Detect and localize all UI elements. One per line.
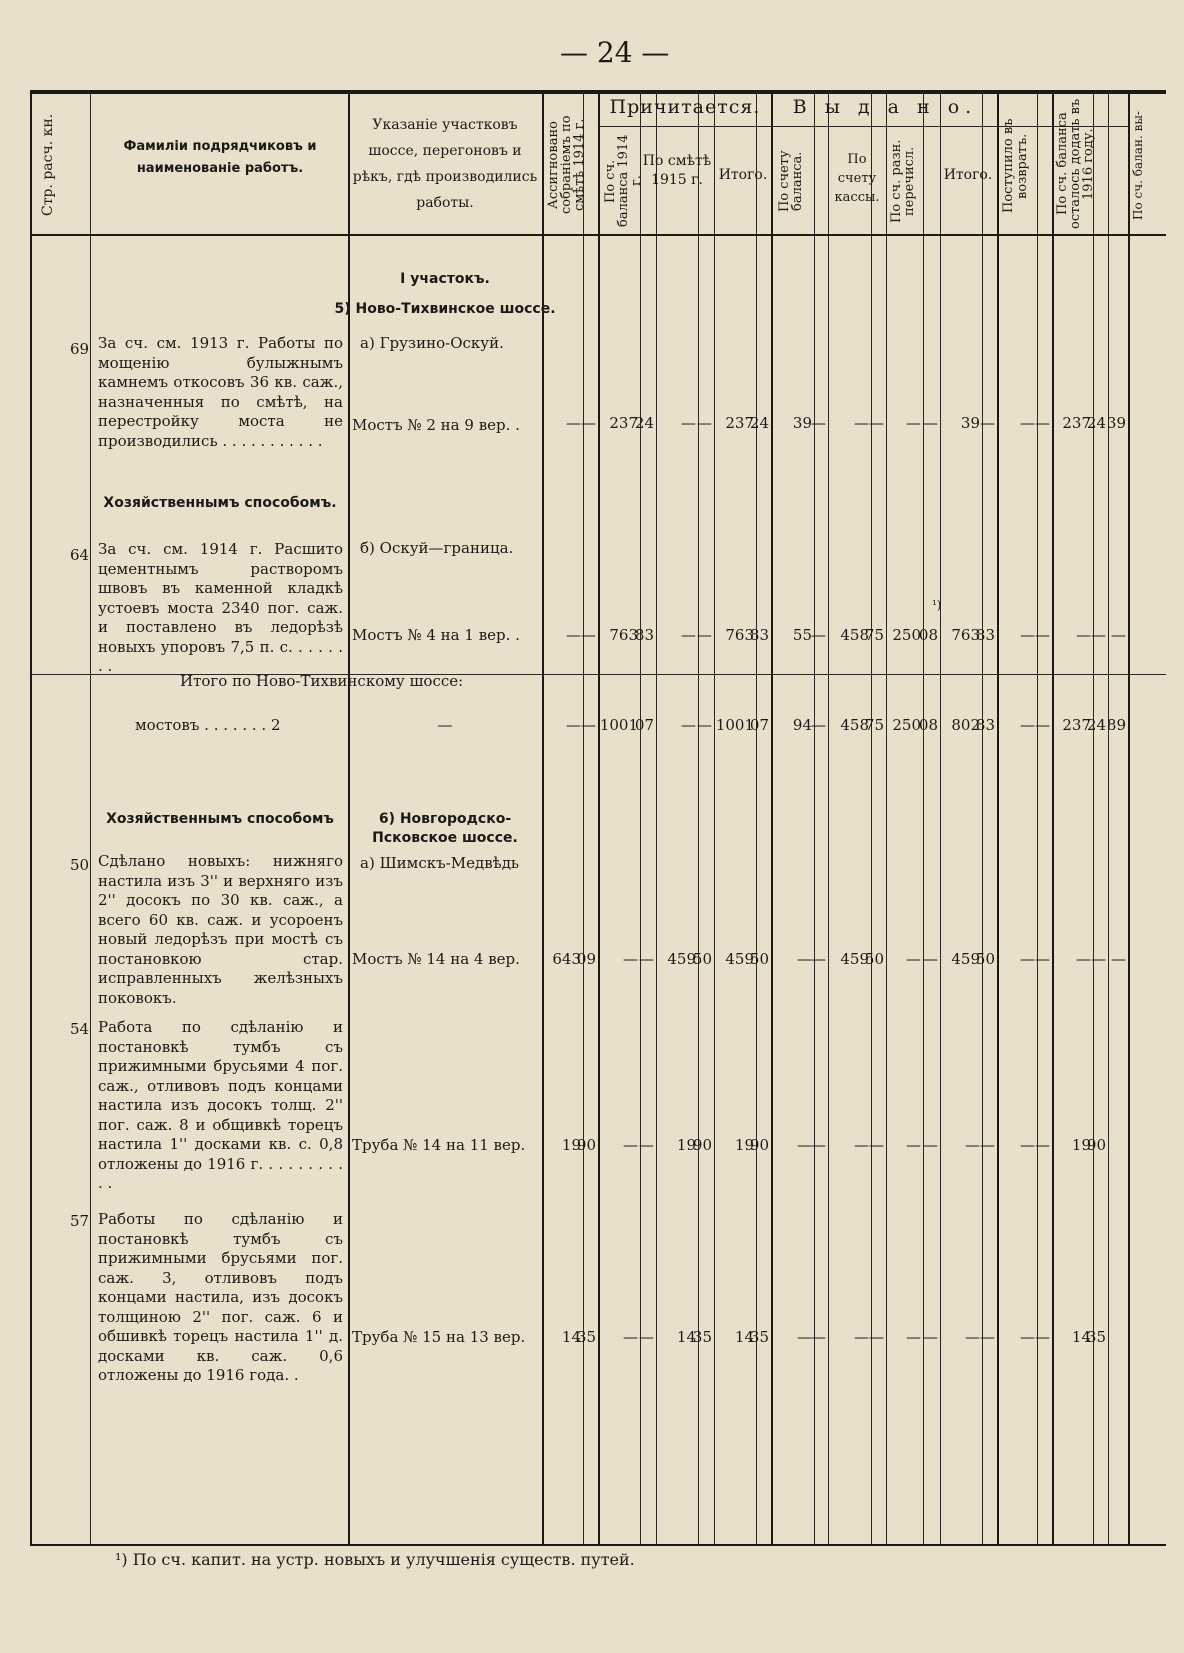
row-3-cell-6: — bbox=[697, 716, 712, 734]
section-1-title: I участокъ. bbox=[400, 271, 490, 287]
row-4-cell-7: 459 bbox=[725, 950, 754, 968]
row-4-cell-6: 50 bbox=[692, 950, 712, 968]
row-4-cell-5: 459 bbox=[667, 950, 696, 968]
row-4-cell-16: 50 bbox=[975, 950, 995, 968]
row-5-cell-16: — bbox=[980, 1136, 995, 1154]
row-6-cell-10: — bbox=[811, 1328, 826, 1346]
header-col-returned: Поступило въ возвратъ. bbox=[1001, 118, 1030, 214]
header-col-paid-other: По сч. разн. перечисл. bbox=[889, 139, 917, 223]
row-3-site: — bbox=[437, 716, 453, 734]
row-2-cell-8: 83 bbox=[749, 626, 769, 644]
row-2-cell-21: — bbox=[1111, 626, 1126, 644]
row-6-cell-3: — bbox=[623, 1328, 638, 1346]
row-4-cell-17: — bbox=[1020, 950, 1035, 968]
row-1-page: 69 bbox=[70, 340, 90, 358]
row-3-cell-18: — bbox=[1035, 716, 1050, 734]
row-2-cell-6: — bbox=[697, 626, 712, 644]
section-1b-subtitle: б) Оскуй—граница. bbox=[360, 539, 514, 557]
row-5-cell-18: — bbox=[1035, 1136, 1050, 1154]
row-5-site: Труба № 14 на 11 вер. bbox=[352, 1136, 526, 1154]
header-col-due-balance: По сч. баланса 1914 г. bbox=[603, 134, 644, 228]
row-1-cell-10: — bbox=[811, 414, 826, 432]
row-3-cell-21: 89 bbox=[1106, 716, 1126, 734]
row-3-cell-10: — bbox=[811, 716, 826, 734]
row-5-cell-13: — bbox=[906, 1136, 921, 1154]
page-number: — 24 — bbox=[560, 36, 670, 69]
row-1-site: Мостъ № 2 на 9 вер. . bbox=[352, 416, 520, 434]
row-6-cell-1: 14 bbox=[561, 1328, 581, 1346]
header-col-due-total: Итого. bbox=[718, 167, 768, 183]
row-2-cell-15: 763 bbox=[951, 626, 980, 644]
header-col-paid-balance: По счету баланса. bbox=[777, 150, 805, 212]
row-1-cell-21: 39 bbox=[1106, 414, 1126, 432]
row-1-cell-17: — bbox=[1020, 414, 1035, 432]
header-col-last: По сч. балан. вы- bbox=[1131, 111, 1145, 221]
row-6-site: Труба № 15 на 13 вер. bbox=[352, 1328, 526, 1346]
row-6-cell-4: — bbox=[639, 1328, 654, 1346]
method-title-1: Хозяйственнымъ способомъ. bbox=[103, 495, 337, 511]
row-5-cell-12: — bbox=[869, 1136, 884, 1154]
row-3-cell-5: — bbox=[681, 716, 696, 734]
row-6-cell-2: 35 bbox=[576, 1328, 596, 1346]
row-1-cell-14: — bbox=[923, 414, 938, 432]
row-2-cell-18: — bbox=[1035, 626, 1050, 644]
row-4-cell-1: 643 bbox=[552, 950, 581, 968]
row-4-cell-9: — bbox=[797, 950, 812, 968]
row-4-cell-21: — bbox=[1111, 950, 1126, 968]
row-1-cell-3: 237 bbox=[609, 414, 638, 432]
row-1-cell-5: — bbox=[681, 414, 696, 432]
row-2-page: 64 bbox=[70, 546, 90, 564]
row-6-cell-18: — bbox=[1035, 1328, 1050, 1346]
row-4-cell-19: — bbox=[1076, 950, 1091, 968]
section-2a-subtitle: а) Шимскъ-Медвѣдь bbox=[360, 854, 520, 872]
row-6-cell-13: — bbox=[906, 1328, 921, 1346]
header-group-paid: В ы д а н о. bbox=[792, 96, 978, 118]
row-5-cell-2: 90 bbox=[576, 1136, 596, 1154]
section-1a-subtitle: а) Грузино-Оскуй. bbox=[360, 334, 504, 352]
header-col-page: Стр. расч. кн. bbox=[40, 113, 56, 216]
row-5-cell-17: — bbox=[1020, 1136, 1035, 1154]
row-1-cell-12: — bbox=[869, 414, 884, 432]
row-2-cell-4: 83 bbox=[634, 626, 654, 644]
row-4-cell-3: — bbox=[623, 950, 638, 968]
row-2-cell-3: 763 bbox=[609, 626, 638, 644]
row-4-cell-4: — bbox=[639, 950, 654, 968]
row-3-cell-11: 458 bbox=[840, 716, 869, 734]
row-4-cell-2: 09 bbox=[576, 950, 596, 968]
row-6-cell-11: — bbox=[854, 1328, 869, 1346]
section-1a-title: 5) Ново-Тихвинское шоссе. bbox=[334, 301, 556, 317]
row-3-cell-7: 1001 bbox=[715, 716, 754, 734]
row-6-cell-5: 14 bbox=[676, 1328, 696, 1346]
row-6-description: Работы по сдѣланію и постановкѣ тумбъ съ прижимными брусьями пог. саж. 3, отливовъ подъ концами настила, изъ досокъ толщиною 2'' пог. саж. 6 и обшивкѣ торецъ настила 1'' д. досками кв. саж. 0,6 отложены до 1916 года. . bbox=[98, 1210, 343, 1384]
row-5-cell-20: 90 bbox=[1086, 1136, 1106, 1154]
row-4-site: Мостъ № 14 на 4 вер. bbox=[352, 950, 520, 968]
row-3-cell-1: — bbox=[566, 716, 581, 734]
row-3-description-line2: мостовъ . . . . . . . 2 bbox=[135, 716, 281, 734]
row-1-cell-20: 24 bbox=[1086, 414, 1106, 432]
header-col-due-estimate: По смѣтѣ 1915 г. bbox=[642, 153, 712, 188]
row-3-cell-2: — bbox=[581, 716, 596, 734]
row-3-cell-14: 08 bbox=[918, 716, 938, 734]
row-6-cell-6: 35 bbox=[692, 1328, 712, 1346]
row-1-description: За сч. см. 1913 г. Работы по мощенію булыжнымъ камнемъ откосовъ 36 кв. саж., назначенныя по смѣтѣ, на перестройку моста не производились . . . . . . . . . . . bbox=[98, 334, 343, 450]
row-5-cell-8: 90 bbox=[749, 1136, 769, 1154]
footnote-mark: ¹) bbox=[932, 598, 942, 612]
row-3-cell-9: 94 bbox=[792, 716, 812, 734]
row-3-cell-13: 250 bbox=[892, 716, 921, 734]
row-2-cell-7: 763 bbox=[725, 626, 754, 644]
row-5-cell-15: — bbox=[965, 1136, 980, 1154]
row-5-cell-4: — bbox=[639, 1136, 654, 1154]
row-1-cell-6: — bbox=[697, 414, 712, 432]
header-col-assigned: Ассигновано собраніемъ по смѣтѣ 1914 г. bbox=[546, 115, 587, 215]
row-2-description: За сч. см. 1914 г. Расшито цементнымъ растворомъ швовъ въ каменной кладкѣ устоевъ моста 2340 пог. саж. и поставлено въ ледорѣзѣ новыхъ упоровъ 7,5 п. с. . . . . . . . bbox=[98, 540, 343, 675]
row-4-cell-8: 50 bbox=[749, 950, 769, 968]
row-3-cell-15: 802 bbox=[951, 716, 980, 734]
row-2-cell-1: — bbox=[566, 626, 581, 644]
row-2-cell-11: 458 bbox=[840, 626, 869, 644]
row-4-cell-18: — bbox=[1035, 950, 1050, 968]
row-2-cell-20: — bbox=[1091, 626, 1106, 644]
row-6-cell-14: — bbox=[923, 1328, 938, 1346]
row-2-site: Мостъ № 4 на 1 вер. . bbox=[352, 626, 520, 644]
row-3-cell-4: 07 bbox=[634, 716, 654, 734]
row-6-cell-19: 14 bbox=[1071, 1328, 1091, 1346]
row-1-cell-15: 39 bbox=[960, 414, 980, 432]
row-5-cell-9: — bbox=[797, 1136, 812, 1154]
row-5-cell-10: — bbox=[811, 1136, 826, 1154]
method-title-2: Хозяйственнымъ способомъ bbox=[106, 811, 334, 827]
row-6-cell-17: — bbox=[1020, 1328, 1035, 1346]
ledger-table bbox=[30, 90, 1166, 1546]
row-3-cell-19: 237 bbox=[1062, 716, 1091, 734]
row-5-cell-6: 90 bbox=[692, 1136, 712, 1154]
row-3-cell-12: 75 bbox=[864, 716, 884, 734]
row-1-cell-1: — bbox=[566, 414, 581, 432]
row-1-cell-8: 24 bbox=[749, 414, 769, 432]
row-4-cell-15: 459 bbox=[951, 950, 980, 968]
row-4-cell-20: — bbox=[1091, 950, 1106, 968]
row-6-cell-20: 35 bbox=[1086, 1328, 1106, 1346]
header-col-sections: Указаніе участковъ шоссе, перегоновъ и рѣкъ, гдѣ производились работы. bbox=[352, 117, 538, 211]
row-2-cell-13: 250 bbox=[892, 626, 921, 644]
row-6-cell-16: — bbox=[980, 1328, 995, 1346]
row-1-cell-18: — bbox=[1035, 414, 1050, 432]
row-5-cell-5: 19 bbox=[676, 1136, 696, 1154]
row-4-cell-11: 459 bbox=[840, 950, 869, 968]
row-1-cell-9: 39 bbox=[792, 414, 812, 432]
row-1-cell-13: — bbox=[906, 414, 921, 432]
row-3-cell-20: 24 bbox=[1086, 716, 1106, 734]
row-1-cell-19: 237 bbox=[1062, 414, 1091, 432]
row-2-cell-5: — bbox=[681, 626, 696, 644]
row-5-cell-11: — bbox=[854, 1136, 869, 1154]
header-col-remaining: По сч. баланса осталось додать въ 1916 году. bbox=[1055, 98, 1096, 230]
row-3-cell-17: — bbox=[1020, 716, 1035, 734]
row-3-cell-3: 1001 bbox=[599, 716, 638, 734]
row-2-cell-17: — bbox=[1020, 626, 1035, 644]
footnote: ¹) По сч. капит. на устр. новыхъ и улучшенія существ. путей. bbox=[115, 1550, 635, 1569]
row-6-cell-9: — bbox=[797, 1328, 812, 1346]
row-2-cell-19: — bbox=[1076, 626, 1091, 644]
row-6-cell-7: 14 bbox=[734, 1328, 754, 1346]
row-1-cell-11: — bbox=[854, 414, 869, 432]
row-3-description-line1: Итого по Ново-Тихвинскому шоссе: bbox=[180, 672, 464, 690]
row-1-cell-7: 237 bbox=[725, 414, 754, 432]
row-2-cell-10: — bbox=[811, 626, 826, 644]
row-3-cell-16: 83 bbox=[975, 716, 995, 734]
row-6-cell-8: 35 bbox=[749, 1328, 769, 1346]
row-5-cell-3: — bbox=[623, 1136, 638, 1154]
row-4-cell-14: — bbox=[923, 950, 938, 968]
row-5-description: Работа по сдѣланію и постановкѣ тумбъ съ прижимными брусьями 4 пог. саж., отливовъ подъ концами настила изъ досокъ толщ. 2'' пог. саж. 8 и общивкѣ торецъ настила 1'' досками кв. с. 0,8 отложены до 1916 г. . . . . . . . . . . bbox=[98, 1018, 343, 1192]
row-5-cell-19: 19 bbox=[1071, 1136, 1091, 1154]
row-5-page: 54 bbox=[70, 1020, 90, 1038]
row-1-cell-16: — bbox=[980, 414, 995, 432]
row-6-page: 57 bbox=[70, 1212, 90, 1230]
row-2-cell-16: 83 bbox=[975, 626, 995, 644]
row-4-cell-13: — bbox=[906, 950, 921, 968]
row-2-cell-14: 08 bbox=[918, 626, 938, 644]
row-2-cell-12: 75 bbox=[864, 626, 884, 644]
section-2-title: 6) Новгородско-Псковское шоссе. bbox=[372, 811, 518, 846]
row-2-cell-2: — bbox=[581, 626, 596, 644]
row-4-cell-12: 50 bbox=[864, 950, 884, 968]
header-col-paid-total: Итого. bbox=[943, 167, 993, 183]
header-col-names: Фамиліи подрядчиковъ и наименованіе работъ. bbox=[123, 139, 317, 176]
row-6-cell-15: — bbox=[965, 1328, 980, 1346]
row-5-cell-1: 19 bbox=[561, 1136, 581, 1154]
header-col-paid-cash: По счету кассы. bbox=[834, 152, 880, 205]
row-1-cell-4: 24 bbox=[634, 414, 654, 432]
row-1-cell-2: — bbox=[581, 414, 596, 432]
row-4-cell-10: — bbox=[811, 950, 826, 968]
row-2-cell-9: 55 bbox=[792, 626, 812, 644]
header-group-due: Причитается. bbox=[609, 96, 761, 118]
row-4-description: Сдѣлано новыхъ: нижняго настила изъ 3'' и верхняго изъ 2'' досокъ по 30 кв. саж., а всего 60 кв. саж. и усороенъ новый ледорѣзъ при мостѣ съ постановкою стар. исправленныхъ желѣзныхъ поковокъ. bbox=[98, 852, 343, 1007]
row-6-cell-12: — bbox=[869, 1328, 884, 1346]
row-4-page: 50 bbox=[70, 856, 90, 874]
row-3-cell-8: 07 bbox=[749, 716, 769, 734]
row-5-cell-14: — bbox=[923, 1136, 938, 1154]
row-5-cell-7: 19 bbox=[734, 1136, 754, 1154]
